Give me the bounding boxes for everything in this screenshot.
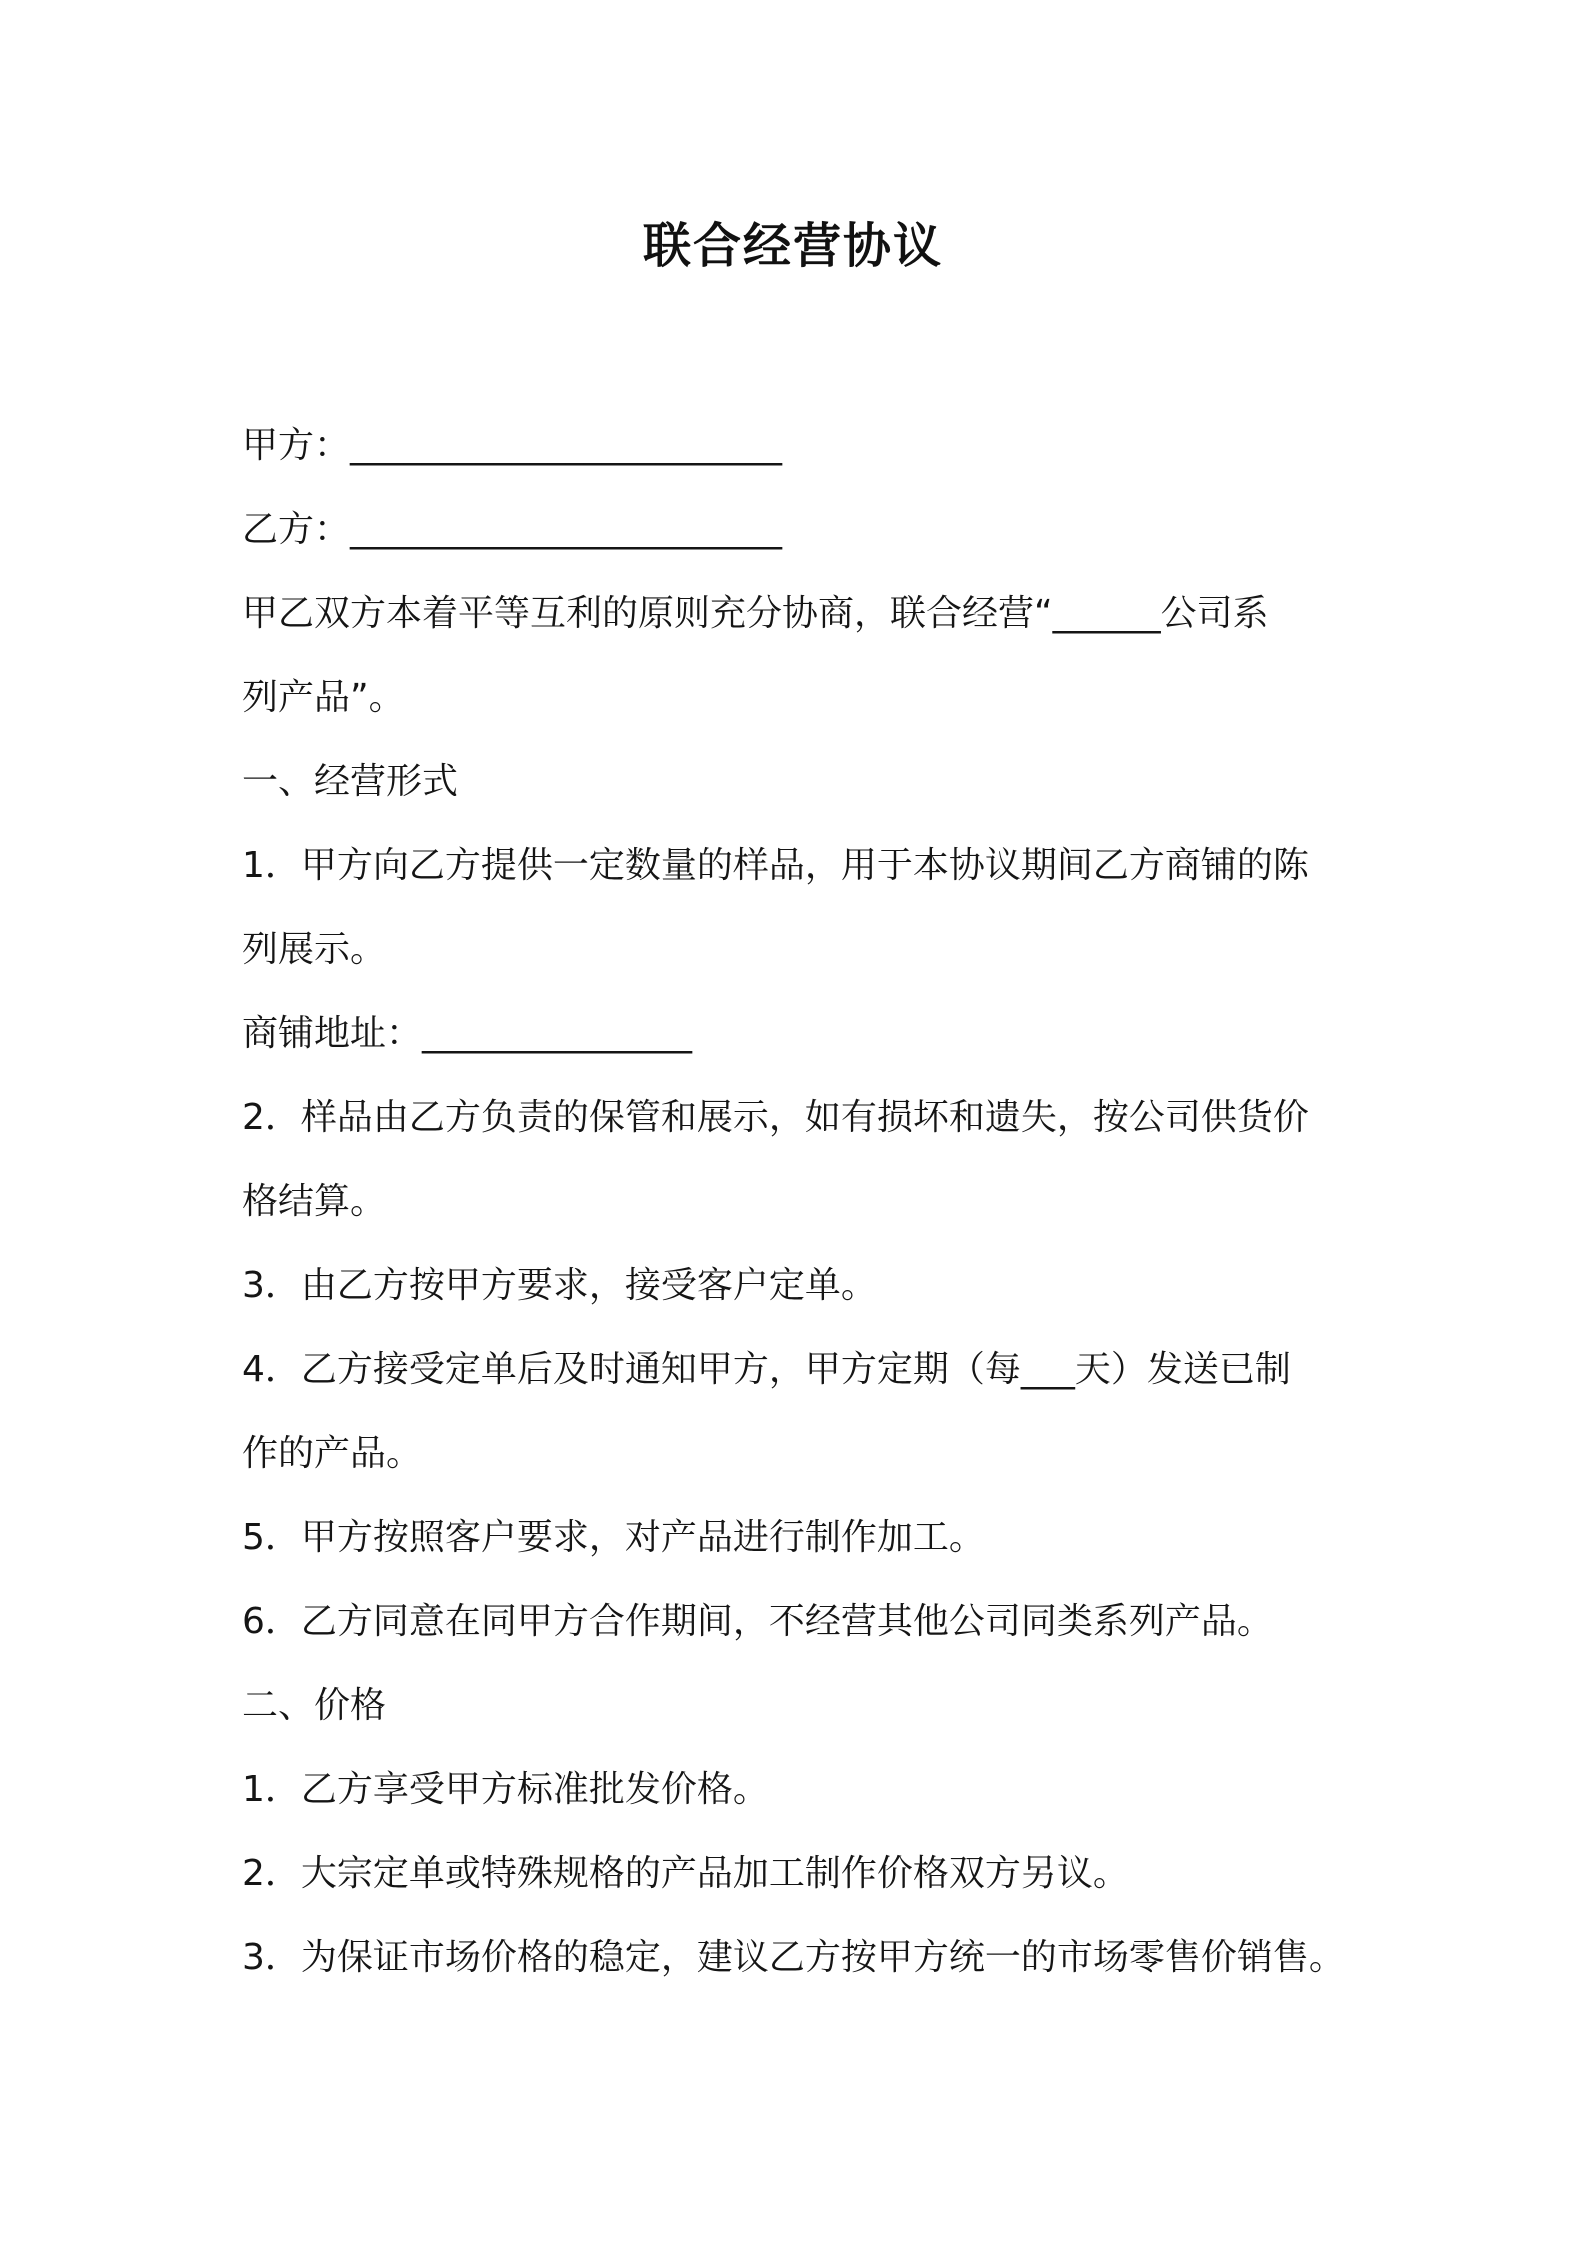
clause-1-1-line-1: 1．甲方向乙方提供一定数量的样品，用于本协议期间乙方商铺的陈 [242,845,1309,886]
clause-1-5: 5．甲方按照客户要求，对产品进行制作加工。 [242,1517,985,1558]
party-a-line: 甲方：________________________ [242,425,783,466]
clause-2-3: 3．为保证市场价格的稳定，建议乙方按甲方统一的市场零售价销售。 [242,1937,1345,1978]
section-heading-business-form: 一、经营形式 [242,761,459,802]
clause-1-4-line-2: 作的产品。 [242,1433,423,1474]
document-body [242,404,1372,2000]
document-title: 联合经营协议 [642,218,943,274]
intro-line-1: 甲乙双方本着平等互利的原则充分协商，联合经营“______公司系 [242,593,1269,634]
clause-1-3: 3．由乙方按甲方要求，接受客户定单。 [242,1265,877,1306]
clause-2-2: 2．大宗定单或特殊规格的产品加工制作价格双方另议。 [242,1853,1129,1894]
clause-2-1: 1．乙方享受甲方标准批发价格。 [242,1769,769,1810]
section-heading-price: 二、价格 [242,1685,387,1726]
clause-1-2-line-1: 2．样品由乙方负责的保管和展示，如有损坏和遗失，按公司供货价 [242,1097,1309,1138]
clause-1-4-line-1: 4．乙方接受定单后及时通知甲方，甲方定期（每___天）发送已制 [242,1349,1291,1390]
shop-address-line: 商铺地址：_______________ [242,1013,693,1054]
clause-1-6: 6．乙方同意在同甲方合作期间，不经营其他公司同类系列产品。 [242,1601,1273,1642]
clause-1-2-line-2: 格结算。 [242,1181,387,1222]
intro-line-2: 列产品”。 [242,677,405,718]
clause-1-1-line-2: 列展示。 [242,929,387,970]
party-b-line: 乙方：________________________ [242,509,783,550]
